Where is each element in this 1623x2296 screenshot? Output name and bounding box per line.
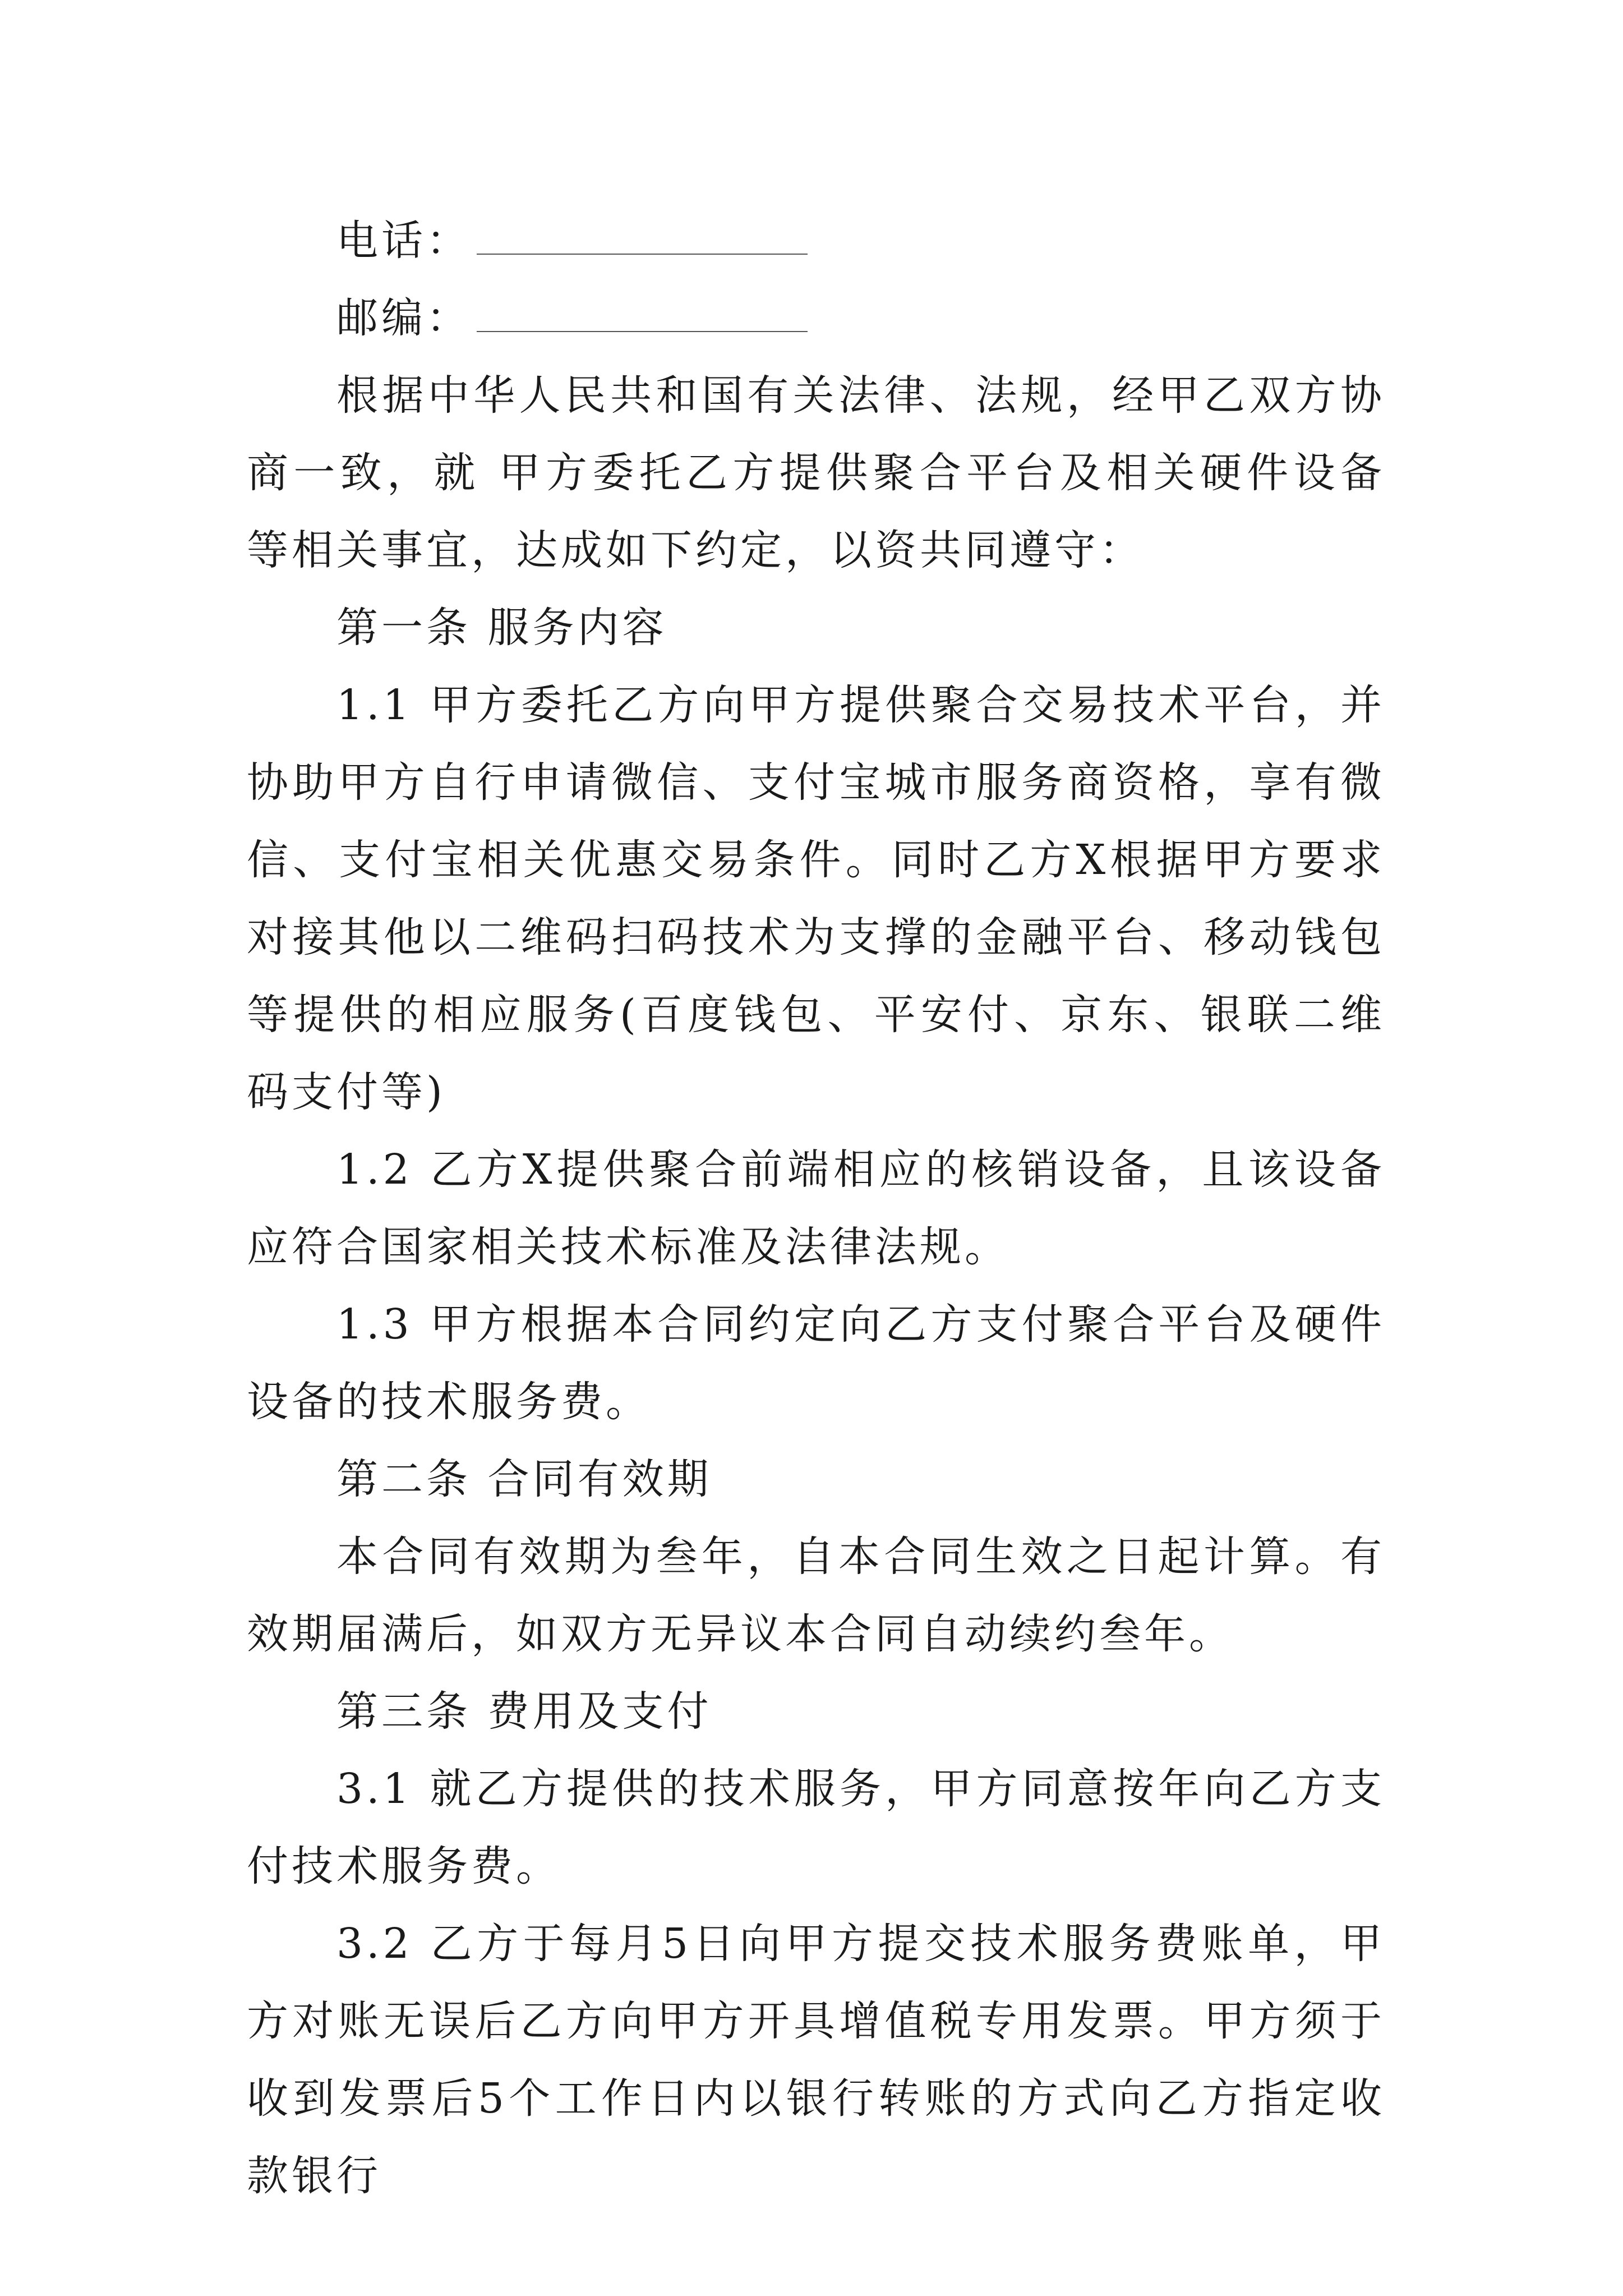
contract-body [247, 202, 1385, 2215]
article-1-heading: 第一条 服务内容 [336, 604, 667, 652]
clause-1-3: 1.3 甲方根据本合同约定向乙方支付聚合平台及硬件设备的技术服务费。 [247, 1300, 1385, 1426]
postcode-field [247, 279, 1385, 357]
clause-2: 本合同有效期为叁年，自本合同生效之日起计算。有效期届满后，如双方无异议本合同自动续约叁年。 [247, 1533, 1385, 1658]
intro-paragraph: 根据中华人民共和国有关法律、法规，经甲乙双方协商一致，就 甲方委托乙方提供聚合平台及相关硬件设备 等相关事宜，达成如下约定，以资共同遵守： [247, 371, 1385, 574]
phone-label: 电话： [336, 217, 471, 265]
phone-field [247, 202, 1385, 279]
clause-1-2: 1.2 乙方X提供聚合前端相应的核销设备，且该设备应符合国家相关技术标准及法律法规。 [247, 1145, 1385, 1271]
clause-1-1: 1.1 甲方委托乙方向甲方提供聚合交易技术平台，并协助甲方自行申请微信、支付宝城市服务商资格，享有微信、支付宝相关优惠交易条件。同时乙方X根据甲方要求对接其他以二维码扫码技术为支撑的金融平台、移动钱包等提供的相应服务(百度钱包、平安付、京东、银联二维码支付等) [247, 681, 1385, 1116]
clause-3-2: 3.2 乙方于每月5日向甲方提交技术服务费账单，甲方对账无误后乙方向甲方开具增值税专用发票。甲方须于收到发票后5个工作日内以银行转账的方式向乙方指定收款银行 [247, 1920, 1385, 2200]
phone-blank-line [477, 220, 808, 255]
postcode-blank-line [477, 297, 808, 332]
postcode-label: 邮编： [336, 294, 471, 342]
clause-3-1: 3.1 就乙方提供的技术服务，甲方同意按年向乙方支付技术服务费。 [247, 1765, 1385, 1890]
article-3-heading: 第三条 费用及支付 [336, 1687, 712, 1736]
article-2-heading: 第二条 合同有效期 [336, 1455, 712, 1503]
